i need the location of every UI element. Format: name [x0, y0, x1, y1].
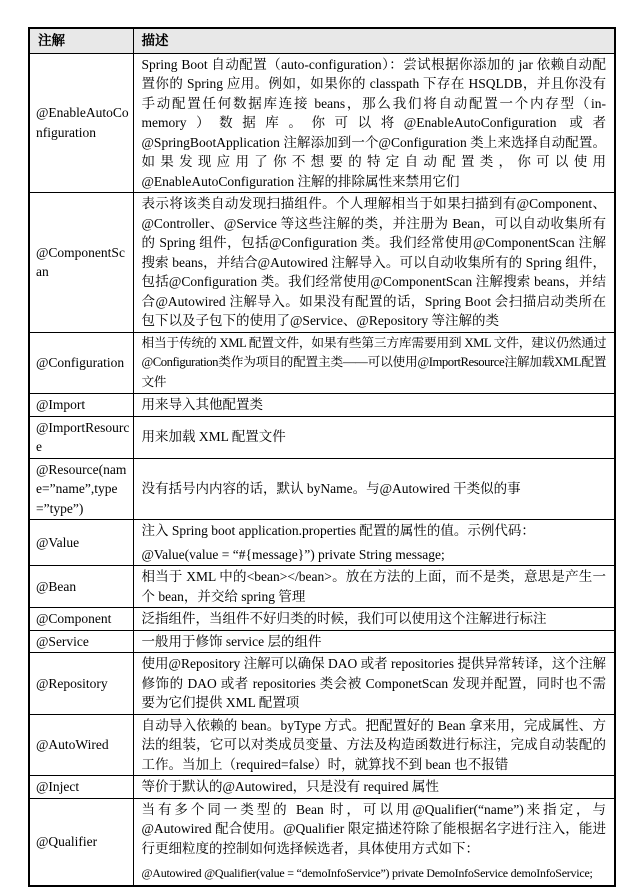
table-row [29, 798, 615, 886]
table-row [29, 458, 615, 520]
table-row [29, 394, 615, 417]
annotation-cell: @Configuration [29, 332, 133, 394]
annotation-cell: @Import [29, 394, 133, 417]
table-row [29, 416, 615, 458]
annotation-cell: @Resource(name=”name”,type=”type”) [29, 458, 133, 520]
description-text: 表示将该类自动发现扫描组件。个人理解相当于如果扫描到有@Component、@Controller、@Service 等这些注解的类，并注册为 Bean，可以自动收集所有的 Spring 组件，包括@Configuration 类。我们经常使用@ComponentScan 注解搜索 beans，并结合@Autowired 注解导入。可以自动收集所有的 Spring 组件，包括@Configuration 类。我们经常使用@ComponentScan 注解搜索 beans，并结合@Autowired 注解导入。如果没有配置的话，Spring Boot 会扫描启动类所在包下以及子包下的使用了@Service、@Repository 等注解的类 [141, 196, 606, 328]
description-text: 没有括号内内容的话，默认 byName。与@Autowired 干类似的事 [141, 481, 521, 496]
description-text: 等价于默认的@Autowired，只是没有 required 属性 [141, 779, 439, 794]
description-text: 相当于传统的 XML 配置文件，如果有些第三方库需要用到 XML 文件，建议仍然通过@Configuration类作为项目的配置主类——可以使用@ImportResource注解加载XML配置文件 [141, 335, 606, 389]
header-row [29, 28, 615, 53]
annotation-cell: @Service [29, 630, 133, 653]
table-row [29, 608, 615, 631]
table-row [29, 653, 615, 715]
description-cell [133, 608, 615, 631]
code-line: @Value(value = “#{message}”) private String message; [141, 546, 445, 562]
description-cell [133, 776, 615, 799]
description-cell [133, 332, 615, 394]
table-row [29, 53, 615, 193]
description-cell [133, 566, 615, 608]
annotation-cell: @ImportResource [29, 416, 133, 458]
annotation-cell: @Component [29, 608, 133, 631]
annotation-cell: @Inject [29, 776, 133, 799]
annotation-cell: @EnableAutoConfiguration [29, 53, 133, 193]
description-cell [133, 630, 615, 653]
description-text: 一般用于修饰 service 层的组件 [141, 633, 322, 649]
description-cell [133, 714, 615, 776]
table-header [29, 28, 615, 53]
annotation-cell: @Qualifier [29, 798, 133, 886]
annotation-table-body [29, 53, 615, 886]
description-text: 注入 Spring boot application.properties 配置的属性的值。示例代码： [141, 523, 535, 538]
description-text: 自动导入依赖的 bean。byType 方式。把配置好的 Bean 拿来用，完成属性、方法的组装，它可以对类成员变量、方法及构造函数进行标注，完成自动装配的工作。当加上（required=false）时，就算找不到 bean 也不报错 [141, 717, 606, 772]
description-cell [133, 193, 615, 333]
description-text: 使用@Repository 注解可以确保 DAO 或者 repositories 提供异常转译，这个注解修饰的 DAO 或者 repositories 类会被 ComponetScan 发现并配置，同时也不需要为它们提供 XML 配置项 [141, 656, 606, 710]
annotation-cell: @ComponentScan [29, 193, 133, 333]
description-text: 相当于 XML 中的<bean></bean>。放在方法的上面，而不是类，意思是产生一个 bean，并交给 spring 管理 [141, 569, 606, 604]
table-row [29, 332, 615, 394]
table-row [29, 776, 615, 799]
description-cell [133, 458, 615, 520]
description-cell [133, 798, 615, 886]
description-text: 泛指组件，当组件不好归类的时候，我们可以使用这个注解进行标注 [141, 611, 547, 626]
table-row [29, 193, 615, 333]
annotation-cell: @Bean [29, 566, 133, 608]
annotation-cell: @AutoWired [29, 714, 133, 776]
description-cell [133, 520, 615, 566]
table-row [29, 630, 615, 653]
description-cell [133, 53, 615, 193]
header-description: 描述 [133, 28, 615, 53]
description-cell [133, 653, 615, 715]
description-text: 用来加载 XML 配置文件 [141, 429, 286, 445]
code-line: @Autowired @Qualifier(value = “demoInfoService”) private DemoInfoService demoInfoService; [141, 866, 593, 880]
header-annotation: 注解 [29, 28, 133, 53]
table-row [29, 520, 615, 566]
description-text: 当有多个同一类型的 Bean 时，可以用@Qualifier(“name”)来指定，与@Autowired 配合使用。@Qualifier 限定描述符除了能根据名字进行注入，能进行更细粒度的控制如何选择候选者，具体使用方式如下： [141, 801, 606, 856]
description-cell [133, 394, 615, 417]
annotation-cell: @Repository [29, 653, 133, 715]
annotation-table [28, 27, 616, 887]
annotation-cell: @Value [29, 520, 133, 566]
description-text: Spring Boot 自动配置（auto-configuration）：尝试根据你添加的 jar 依赖自动配置你的 Spring 应用。例如，如果你的 classpath 下存在 HSQLDB，并且你没有手动配置任何数据库连接 beans，那么我们将自动配置一个内存型（in-memory）数据库。你可以将@EnableAutoConfiguration 或者 @SpringBootApplication 注解添加到一个@Configuration 类上来选择自动配置。如果发现应用了你不想要的特定自动配置类，你可以使用@EnableAutoConfiguration 注解的排除属性来禁用它们 [141, 56, 606, 189]
description-text: 用来导入其他配置类 [141, 397, 263, 412]
description-cell [133, 416, 615, 458]
document-page [28, 27, 616, 887]
table-row [29, 566, 615, 608]
table-row [29, 714, 615, 776]
